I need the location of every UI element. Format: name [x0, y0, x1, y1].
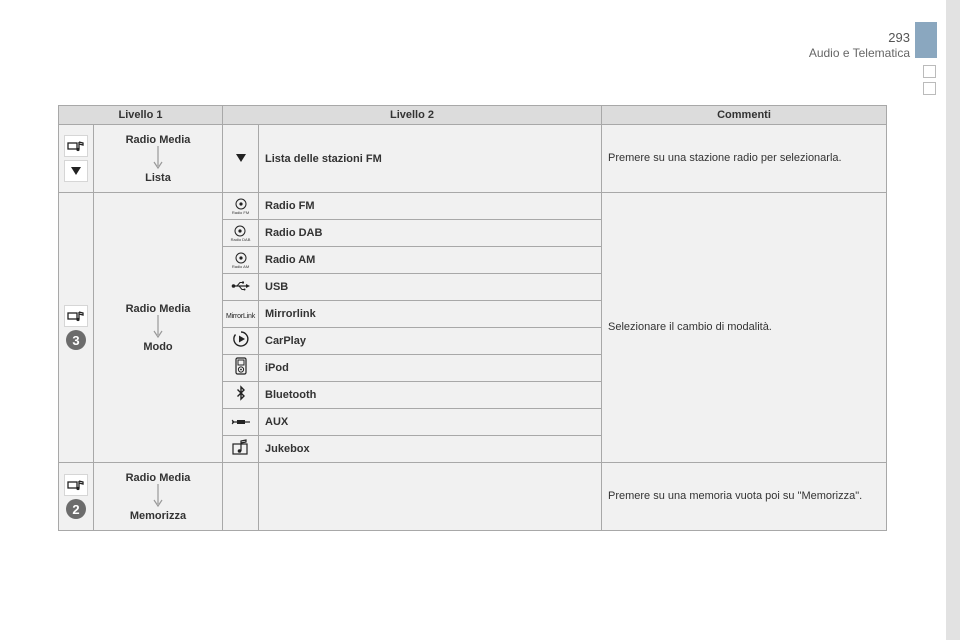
level1-bottom-label: Lista: [145, 171, 171, 184]
header-livello2: Livello 2: [223, 106, 602, 125]
mode-label: AUX: [259, 409, 602, 436]
mirrorlink-caption: MirrorLink: [225, 313, 256, 320]
table-row-lista: [59, 125, 887, 193]
table-row-memorizza: [59, 463, 887, 531]
arrow-down-icon: [94, 146, 222, 172]
section-title: Audio e Telematica: [808, 46, 910, 60]
triangle-down-icon: [235, 153, 247, 163]
aux-icon: [223, 409, 259, 436]
triangle-down-icon: [64, 160, 88, 182]
header-livello1: Livello 1: [59, 106, 223, 125]
right-margin-bar: [946, 0, 960, 640]
arrow-down-icon: [94, 315, 222, 341]
mode-label: CarPlay: [259, 328, 602, 355]
mode-label: Radio DAB: [259, 220, 602, 247]
table-header-row: [59, 106, 887, 125]
arrow-down-icon: [94, 484, 222, 510]
step-badge: 3: [66, 330, 86, 350]
radio-fm-caption: Radio FM: [231, 210, 250, 215]
level1-top-label: Radio Media: [125, 302, 191, 315]
margin-square-1: [923, 65, 936, 78]
radio-media-icon: [64, 305, 88, 327]
page-number: 293: [888, 30, 910, 45]
mode-label: USB: [259, 274, 602, 301]
level1-icons-cell: [59, 193, 94, 463]
level1-top-label: Radio Media: [125, 133, 191, 146]
radio-media-icon: [64, 135, 88, 157]
level1-icons-cell: [59, 125, 94, 193]
jukebox-icon: [223, 436, 259, 463]
step-badge: 2: [66, 499, 86, 519]
mode-label: Mirrorlink: [259, 301, 602, 328]
mode-label: iPod: [259, 355, 602, 382]
level1-bottom-label: Modo: [143, 340, 173, 353]
comment-cell: Selezionare il cambio di modalità.: [602, 193, 887, 463]
radio-dab-icon: [223, 220, 259, 247]
radio-am-icon: [223, 247, 259, 274]
level2-label: Lista delle stazioni FM: [259, 125, 602, 193]
usb-icon: [223, 274, 259, 301]
table-row: [59, 193, 887, 220]
radio-dab-caption: Radio DAB: [230, 237, 251, 242]
mode-label: Jukebox: [259, 436, 602, 463]
carplay-icon: [223, 328, 259, 355]
radio-media-icon: [64, 474, 88, 496]
page-tab-marker: [915, 22, 937, 58]
mode-label: Radio FM: [259, 193, 602, 220]
level1-text-cell: [94, 193, 223, 463]
level1-text-cell: [94, 125, 223, 193]
mode-label: Bluetooth: [259, 382, 602, 409]
margin-square-2: [923, 82, 936, 95]
bluetooth-icon: [223, 382, 259, 409]
level2-icon-cell: [223, 125, 259, 193]
comment-cell: Premere su una stazione radio per selezionarla.: [602, 125, 887, 193]
radio-am-caption: Radio AM: [231, 264, 250, 269]
menu-table: [58, 105, 887, 531]
radio-fm-icon: [223, 193, 259, 220]
level1-icons-cell: [59, 463, 94, 531]
mode-label: Radio AM: [259, 247, 602, 274]
level2-empty-label: [259, 463, 602, 531]
level1-text-cell: [94, 463, 223, 531]
comment-cell: Premere su una memoria vuota poi su "Memorizza".: [602, 463, 887, 531]
ipod-icon: [223, 355, 259, 382]
level2-empty-cell: [223, 463, 259, 531]
level1-top-label: Radio Media: [125, 471, 191, 484]
header-commenti: Commenti: [602, 106, 887, 125]
level1-bottom-label: Memorizza: [129, 509, 187, 522]
mirrorlink-icon: [223, 301, 259, 328]
